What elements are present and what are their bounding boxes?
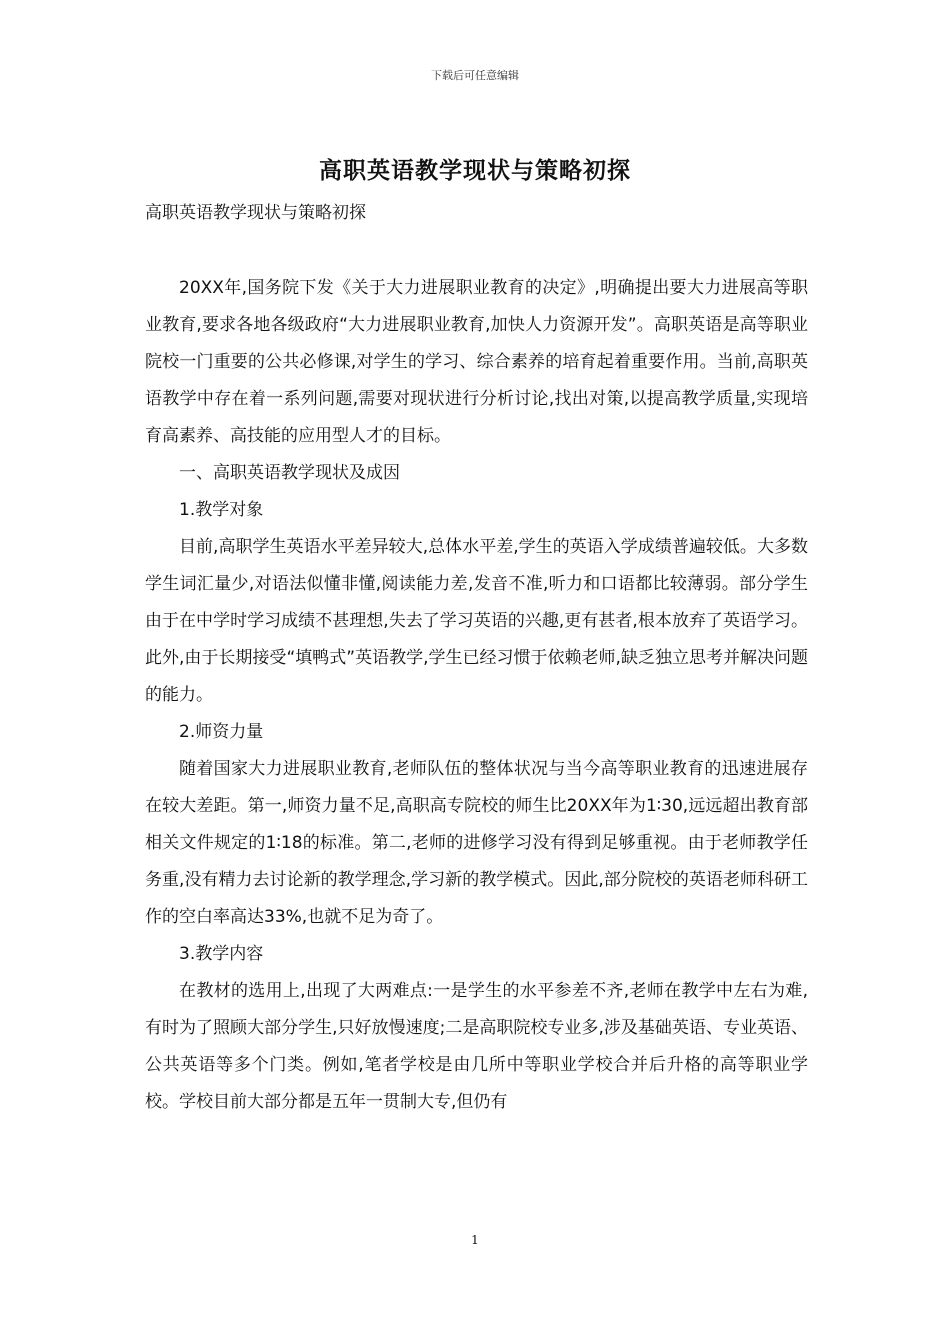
- intro-paragraph: 20XX年,国务院下发《关于大力进展职业教育的决定》,明确提出要大力进展高等职业教育,要求各地各级政府“大力进展职业教育,加快人力资源开发”。高职英语是高等职业院校一门重要的公共必修课,对学生的学习、综合素养的培育起着重要作用。当前,高职英语教学中存在着一系列问题,需要对现状进行分析讨论,找出对策,以提高教学质量,实现培育高素养、高技能的应用型人才的目标。: [145, 278, 808, 446]
- header-note: 下载后可任意编辑: [431, 69, 519, 82]
- subsection-heading: 3.教学内容: [179, 944, 264, 964]
- section-heading: 一、高职英语教学现状及成因: [179, 463, 400, 483]
- subsection-heading: 1.教学对象: [179, 500, 264, 520]
- document-title: 高职英语教学现状与策略初探: [319, 158, 631, 184]
- document-body: [145, 270, 808, 1121]
- subsection-heading: 2.师资力量: [179, 722, 264, 742]
- body-paragraph: 目前,高职学生英语水平差异较大,总体水平差,学生的英语入学成绩普遍较低。大多数学生词汇量少,对语法似懂非懂,阅读能力差,发音不准,听力和口语都比较薄弱。部分学生由于在中学时学习成绩不甚理想,失去了学习英语的兴趣,更有甚者,根本放弃了英语学习。此外,由于长期接受“填鸭式”英语教学,学生已经习惯于依赖老师,缺乏独立思考并解决问题的能力。: [145, 537, 808, 705]
- body-paragraph: 随着国家大力进展职业教育,老师队伍的整体状况与当今高等职业教育的迅速进展存在较大差距。第一,师资力量不足,高职高专院校的师生比20XX年为1∶30,远远超出教育部相关文件规定的1∶18的标准。第二,老师的进修学习没有得到足够重视。由于老师教学任务重,没有精力去讨论新的教学理念,学习新的教学模式。因此,部分院校的英语老师科研工作的空白率高达33%,也就不足为奇了。: [145, 759, 808, 927]
- document-subtitle: 高职英语教学现状与策略初探: [145, 203, 366, 223]
- body-paragraph: 在教材的选用上,出现了大两难点:一是学生的水平参差不齐,老师在教学中左右为难,有时为了照顾大部分学生,只好放慢速度;二是高职院校专业多,涉及基础英语、专业英语、公共英语等多个门类。例如,笔者学校是由几所中等职业学校合并后升格的高等职业学校。学校目前大部分都是五年一贯制大专,但仍有: [145, 981, 808, 1112]
- page-number: 1: [471, 1233, 479, 1247]
